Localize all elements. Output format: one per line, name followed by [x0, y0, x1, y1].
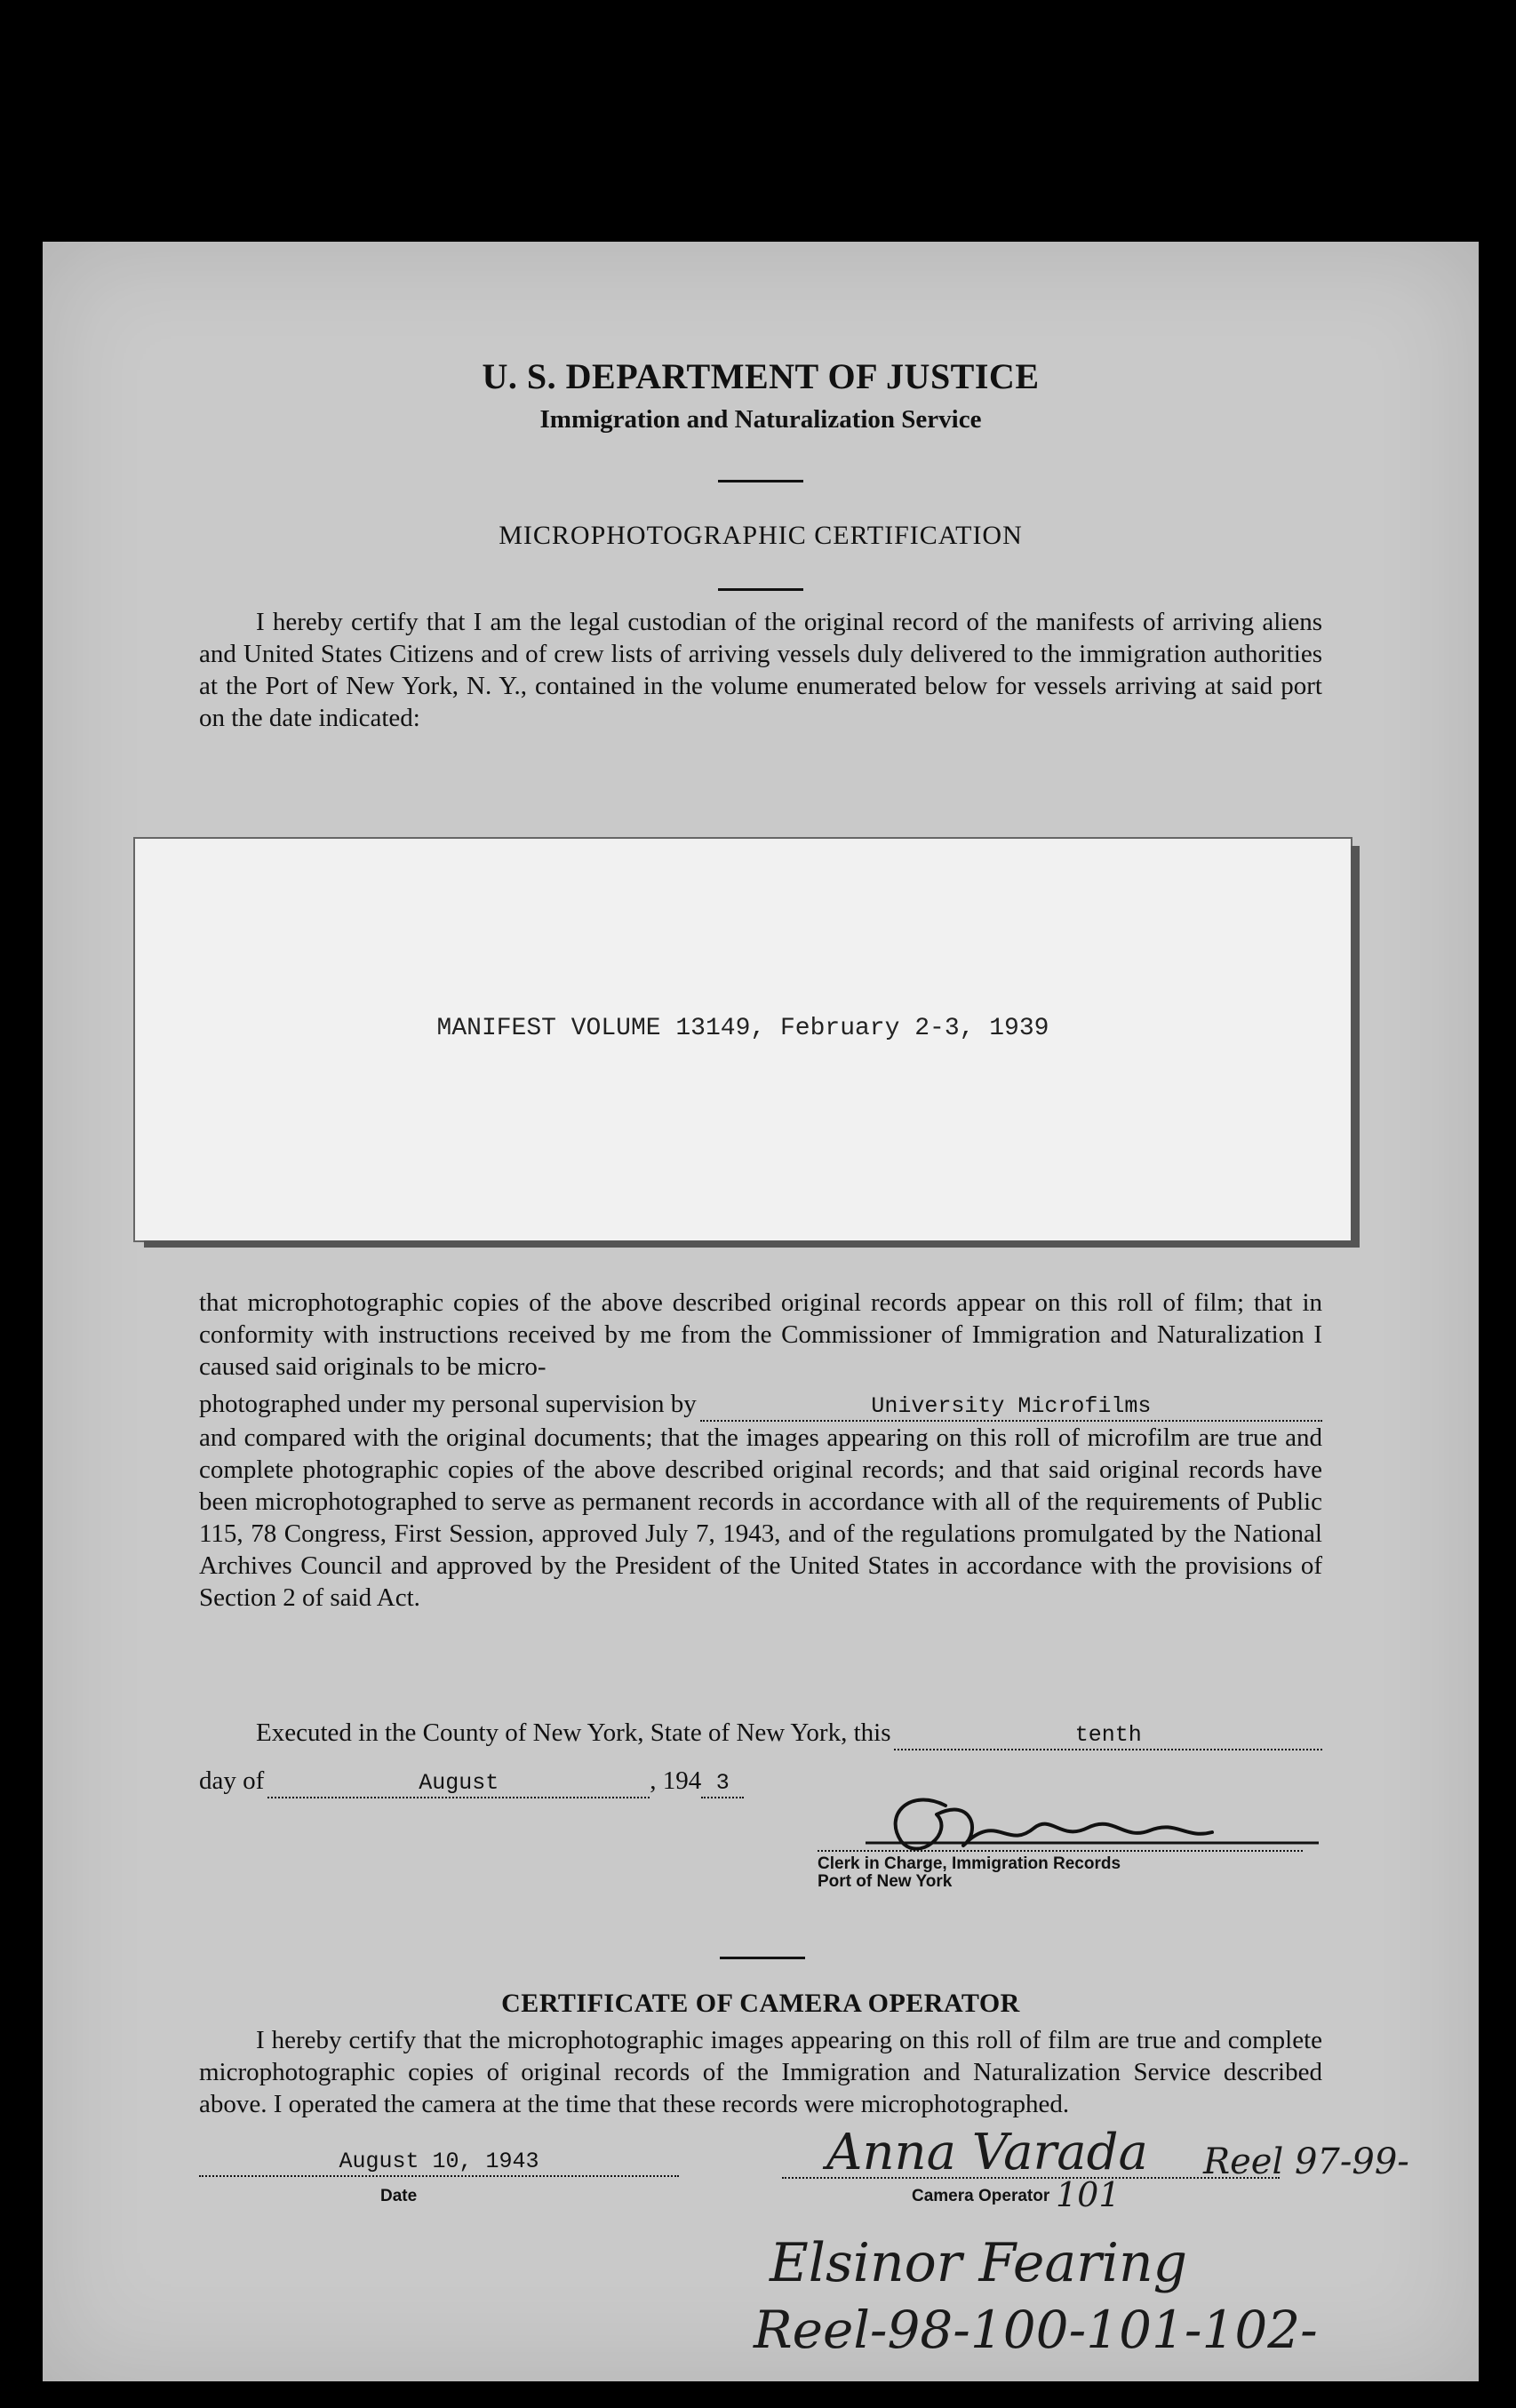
date-label: Date — [380, 2187, 418, 2205]
service-subheading: Immigration and Naturalization Service — [539, 405, 982, 434]
clerk-signature-line — [818, 1850, 1303, 1852]
divider — [720, 1957, 805, 1959]
year-prefix: , 194 — [650, 1766, 702, 1795]
manifest-volume-text: MANIFEST VOLUME 13149, February 2-3, 1939 — [436, 1015, 1049, 1042]
execution-day: tenth — [894, 1722, 1322, 1750]
clerk-title-line1: Clerk in Charge, Immigration Records — [818, 1854, 1121, 1873]
camera-certificate-title: CERTIFICATE OF CAMERA OPERATOR — [501, 1989, 1020, 2018]
reel-note-2: Reel-98-100-101-102- — [754, 2300, 1318, 2360]
certification-title: MICROPHOTOGRAPHIC CERTIFICATION — [499, 521, 1023, 550]
year-digit: 3 — [701, 1770, 744, 1798]
month-value: August — [267, 1770, 650, 1798]
divider — [718, 588, 803, 591]
supervision-value: University Microfilms — [700, 1393, 1322, 1422]
clerk-title-line2: Port of New York — [818, 1872, 953, 1891]
supervision-line — [199, 1388, 1322, 1422]
execution-prefix: Executed in the County of New York, State of New York, this — [256, 1718, 891, 1747]
clerk-title — [818, 1855, 1121, 1891]
date-line — [199, 1766, 744, 1798]
day-of-label: day of — [199, 1766, 265, 1795]
department-heading: U. S. DEPARTMENT OF JUSTICE — [482, 356, 1040, 396]
body-paragraph — [199, 1287, 1322, 1614]
execution-line — [199, 1717, 1322, 1750]
camera-certificate-text: I hereby certify that the microphotographic images appearing on this roll of film are true and complete microphotographic copies of original records of the Immigration and Naturalization Service described above. I operated the camera at the time that these records were microphotographed. — [199, 2026, 1322, 2118]
body-text-1: that microphotographic copies of the above described original records appear on this roll of film; that in conformity with instructions received by me from the Commissioner of Immigration and Naturalization I caused said originals to be micro- — [199, 1288, 1322, 1381]
intro-paragraph — [199, 606, 1322, 734]
reel-note-1: Reel 97-99- — [1203, 2141, 1409, 2182]
operator-date-value: August 10, 1943 — [199, 2149, 679, 2177]
handwritten-name-2: Elsinor Fearing — [770, 2232, 1188, 2294]
supervision-prefix: photographed under my personal supervision by — [199, 1390, 697, 1418]
manifest-slip — [135, 839, 1351, 1240]
body-text-2: and compared with the original documents; that the images appearing on this roll of microfilm are true and complete photographic copies of the above described original records; and that said original records have been microphotographed to serve as permanent records in accordance with all of the requirements of Public 115, 78 Congress, First Session, approved July 7, 1943, and of the regulations promulgated by the National Archives Council and approved by the President of the United States in accordance with the provisions of Section 2 of said Act. — [199, 1423, 1322, 1612]
camera-certificate-paragraph — [199, 2024, 1322, 2120]
operator-number: 101 — [1056, 2175, 1121, 2214]
divider — [718, 480, 803, 482]
certificate-page — [43, 242, 1479, 2381]
operator-signature: Anna Varada — [826, 2124, 1148, 2181]
intro-text: I hereby certify that I am the legal custodian of the original record of the manifests of arriving aliens and United States Citizens and of crew lists of arriving vessels duly delivered to the immigration authorities at the Port of New York, N. Y., contained in the volume enumerated below for vessels arriving at said port on the date indicated: — [199, 608, 1322, 732]
camera-operator-label: Camera Operator — [912, 2187, 1050, 2205]
